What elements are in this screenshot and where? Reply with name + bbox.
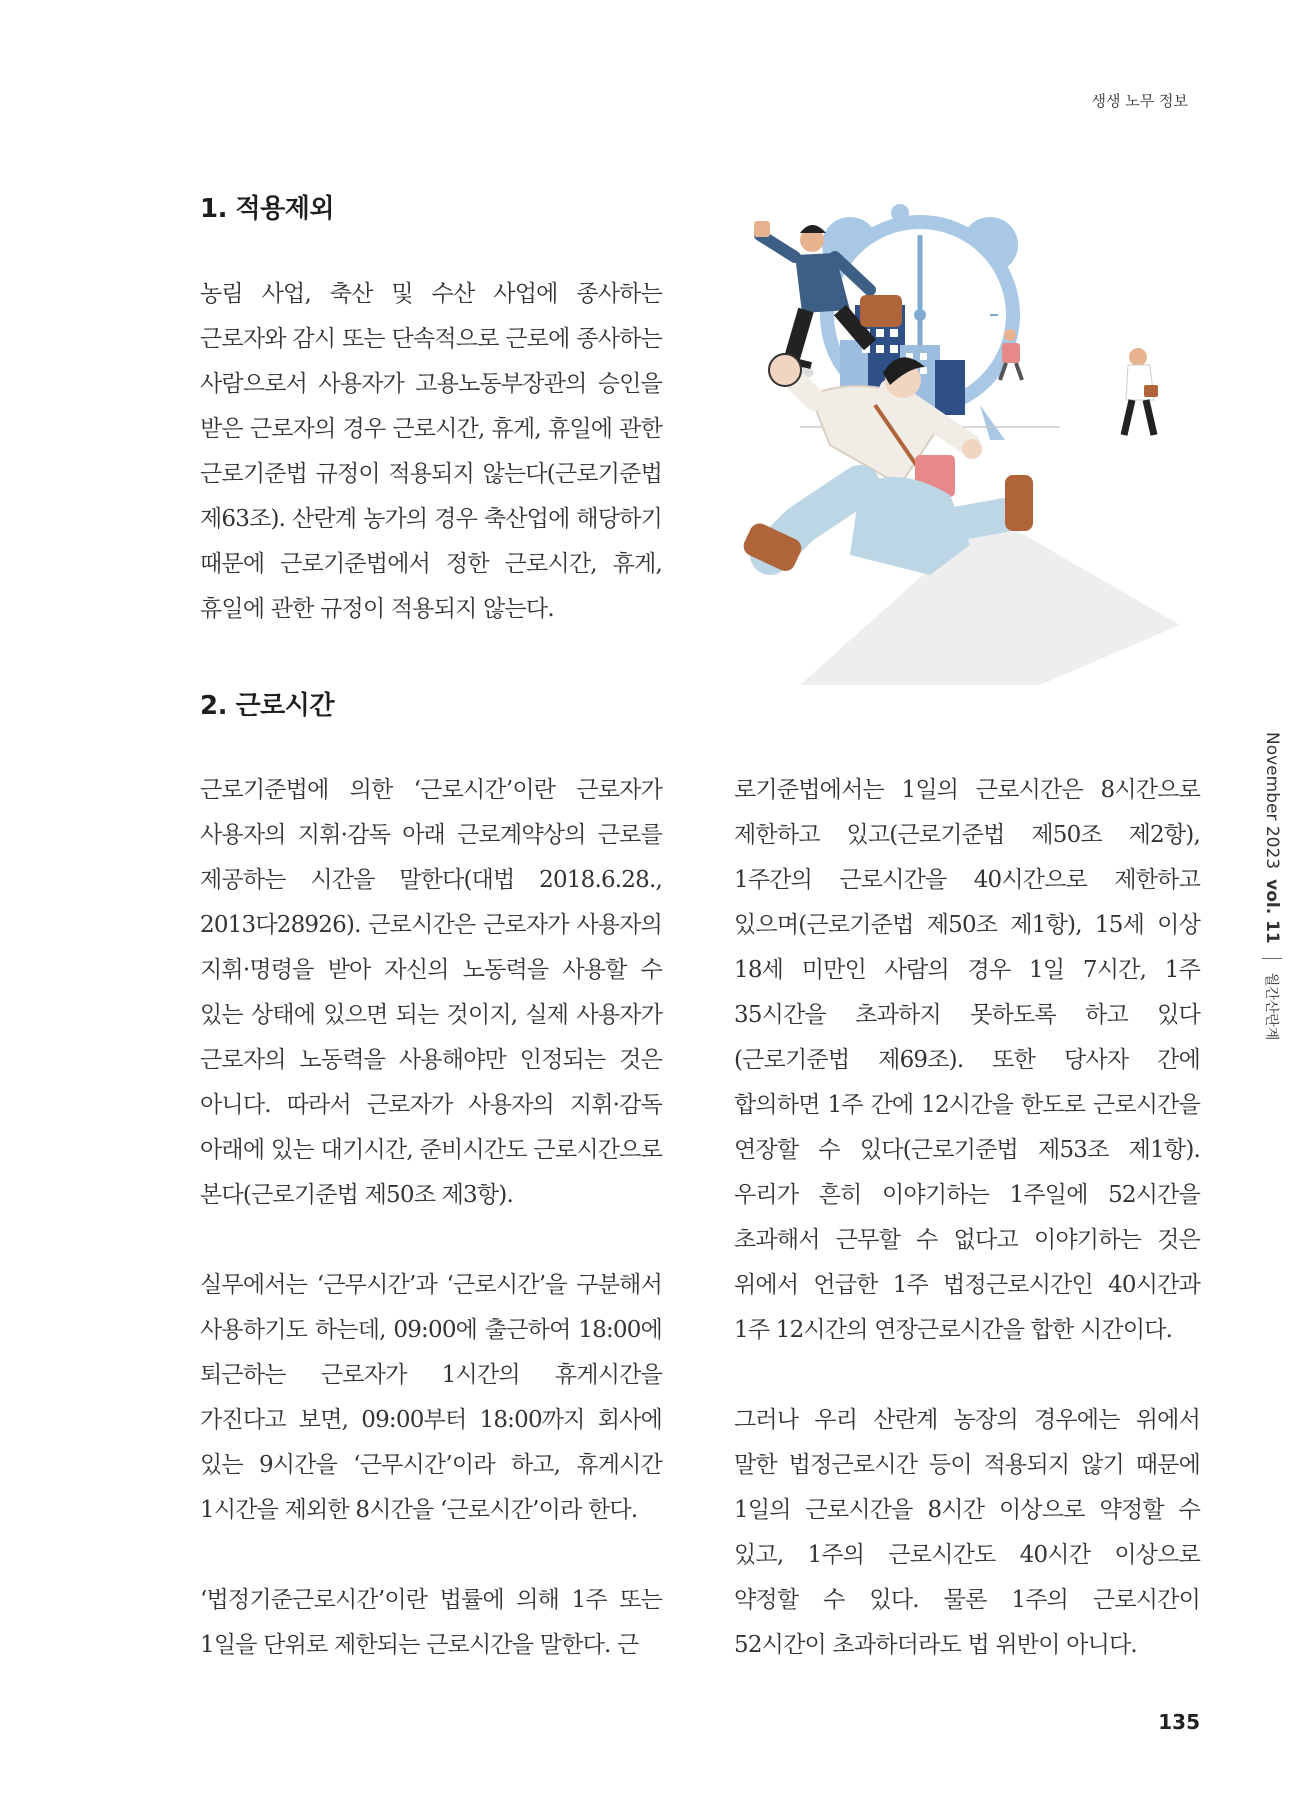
side-tab [1250,732,1290,1052]
walking-man-right [1124,348,1158,435]
paragraph-working-hours-definition: 근로기준법에 의한 ‘근로시간’이란 근로자가 사용자의 지휘·감독 아래 근로계약상의 근로를 제공하는 시간을 말한다(대법 2018.6.28., 2013다28926). 근로시간은 근로자가 사용자의 지휘·명령을 받아 자신의 노동력을 사용할 수 있는 상태에 있으면 되는 것이지, 실제 사용자가 근로자의 노동력을 사용해야만 인정되는 것은 아니다. 따라서 근로자가 사용자의 지휘·감독 아래에 있는 대기시간, 준비시간도 근로시간으로 본다(근로기준법 제50조 제3항). [200,777,662,1208]
side-tab-divider [1262,958,1282,959]
paragraph-statutory-hours-cont: 로기준법에서는 1일의 근로시간은 8시간으로 제한하고 있고(근로기준법 제50조 제2항), 1주간의 근로시간을 40시간으로 제한하고 있으며(근로기준법 제50조 제1항), 15세 이상 18세 미만인 사람의 경우 1일 7시간, 1주 35시간을 초과하지 못하도록 하고 있다(근로기준법 제69조). 또한 당사자 간에 합의하면 1주 간에 12시간을 한도로 근로시간을 연장할 수 있다(근로기준법 제53조 제1항). 우리가 흔히 이야기하는 1주일에 52시간을 초과해서 근무할 수 없다고 이야기하는 것은 위에서 언급한 1주 법정근로시간인 40시간과 1주 12시간의 연장근로시간을 합한 시간이다. [734,777,1200,1343]
heading-exemption: 1. 적용제외 [200,194,334,224]
page-number: 135 [1158,1710,1200,1734]
volume-number: vol. 11 [1262,879,1282,944]
time-rush-illustration [740,195,1180,685]
heading-working-hours: 2. 근로시간 [200,691,334,721]
paragraph-layer-farm-exception: 그러나 우리 산란계 농장의 경우에는 위에서 말한 법정근로시간 등이 적용되지 않기 때문에 1일의 근로시간을 8시간 이상으로 약정할 수 있고, 1주의 근로시간도 40시간 이상으로 약정할 수 있다. 물론 1주의 근로시간이 52시간이 초과하더라도 법 위반이 아니다. [734,1407,1200,1658]
section-label: 생생 노무 정보 [1091,92,1188,110]
issue-date: November 2023 [1262,732,1282,870]
paragraph-exemption: 농림 사업, 축산 및 수산 사업에 종사하는 근로자와 감시 또는 단속적으로 근로에 종사하는 사람으로서 사용자가 고용노동부장관의 승인을 받은 근로자의 경우 근로시간, 휴게, 휴일에 관한 근로기준법 규정이 적용되지 않는다(근로기준법 제63조). 산란계 농가의 경우 축산업에 해당하기 때문에 근로기준법에서 정한 근로시간, 휴게, 휴일에 관한 규정이 적용되지 않는다. [200,281,662,622]
paragraph-statutory-hours-start: ‘법정기준근로시간’이란 법률에 의해 1주 또는 1일을 단위로 제한되는 근로시간을 말한다. 근 [200,1587,662,1658]
paragraph-work-vs-labor-time: 실무에서는 ‘근무시간’과 ‘근로시간’을 구분해서 사용하기도 하는데, 09:00에 출근하여 18:00에 퇴근하는 근로자가 1시간의 휴게시간을 가진다고 보면, 09:00부터 18:00까지 회사에 있는 9시간을 ‘근무시간’이라 하고, 휴게시간 1시간을 제외한 8시간을 ‘근로시간’이라 한다. [200,1272,662,1523]
publication-name: 월간산란계 [1263,972,1279,1041]
